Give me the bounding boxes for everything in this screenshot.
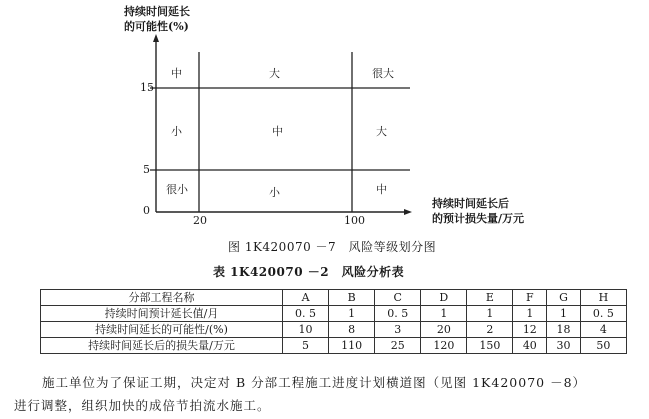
risk-analysis-table: [40, 289, 627, 354]
cell-mid-mid: 中: [272, 125, 283, 138]
table-cell: 1: [421, 306, 467, 322]
table-cell: 110: [329, 338, 375, 354]
table-cell: 3: [375, 322, 421, 338]
header-cell: C: [375, 290, 421, 306]
cell-top-right: 很大: [372, 67, 394, 80]
header-cell: A: [283, 290, 329, 306]
y-axis-title-line1: 持续时间延长: [124, 5, 190, 18]
table-cell: 150: [467, 338, 513, 354]
row-label: 持续时间预计延长值/月: [41, 306, 283, 322]
table-row: [41, 306, 627, 322]
x-tick-100: 100: [344, 214, 365, 227]
paragraph-line-2: 进行调整，组织加快的成倍节拍流水施工。: [14, 398, 271, 413]
header-cell: E: [467, 290, 513, 306]
table-cell: 12: [513, 322, 547, 338]
table-cell: 4: [580, 322, 626, 338]
y-tick-0: 0: [143, 204, 150, 217]
table-cell: 1: [329, 306, 375, 322]
table-cell: 0. 5: [375, 306, 421, 322]
header-cell: B: [329, 290, 375, 306]
table-cell: 25: [375, 338, 421, 354]
figure-caption: 图 1K420070 －7 风险等级划分图: [228, 240, 437, 254]
table-row: [41, 338, 627, 354]
x-axis-title-line2: 的预计损失量/万元: [432, 212, 525, 225]
header-cell: 分部工程名称: [41, 290, 283, 306]
table-cell: 1: [513, 306, 547, 322]
cell-bot-mid: 小: [269, 186, 280, 199]
table-cell: 0. 5: [283, 306, 329, 322]
x-tick-20: 20: [193, 214, 207, 227]
paragraph-line-1: 施工单位为了保证工期，决定对 B 分部工程施工进度计划横道图（见图 1K420070 －8）: [42, 375, 587, 390]
table-header-row: [41, 290, 627, 306]
cell-top-left: 中: [171, 67, 182, 80]
cell-bot-left: 很小: [166, 183, 188, 196]
table-title: 表 1K420070 －2 风险分析表: [213, 265, 405, 279]
cell-mid-left: 小: [171, 125, 182, 138]
table-cell: 10: [283, 322, 329, 338]
table-cell: 1: [467, 306, 513, 322]
y-tick-5: 5: [143, 163, 150, 176]
cell-bot-right: 中: [376, 183, 387, 196]
table-cell: 120: [421, 338, 467, 354]
header-cell: D: [421, 290, 467, 306]
header-cell: F: [513, 290, 547, 306]
table-cell: 20: [421, 322, 467, 338]
table-cell: 50: [580, 338, 626, 354]
cell-top-mid: 大: [269, 67, 280, 80]
table-cell: 2: [467, 322, 513, 338]
row-label: 持续时间延长的可能性/(%): [41, 322, 283, 338]
y-axis-title-line2: 的可能性(%): [124, 20, 189, 33]
table-cell: 0. 5: [580, 306, 626, 322]
row-label: 持续时间延长后的损失量/万元: [41, 338, 283, 354]
table-row: [41, 322, 627, 338]
table-cell: 18: [547, 322, 581, 338]
x-axis-title-line1: 持续时间延长后: [432, 197, 509, 210]
table-cell: 1: [547, 306, 581, 322]
x-axis-arrow: [404, 209, 412, 215]
header-cell: G: [547, 290, 581, 306]
y-tick-15: 15: [140, 81, 154, 94]
y-axis-arrow: [153, 34, 159, 42]
cell-mid-right: 大: [376, 125, 387, 138]
table-cell: 8: [329, 322, 375, 338]
table-cell: 5: [283, 338, 329, 354]
table-cell: 40: [513, 338, 547, 354]
table-cell: 30: [547, 338, 581, 354]
header-cell: H: [580, 290, 626, 306]
